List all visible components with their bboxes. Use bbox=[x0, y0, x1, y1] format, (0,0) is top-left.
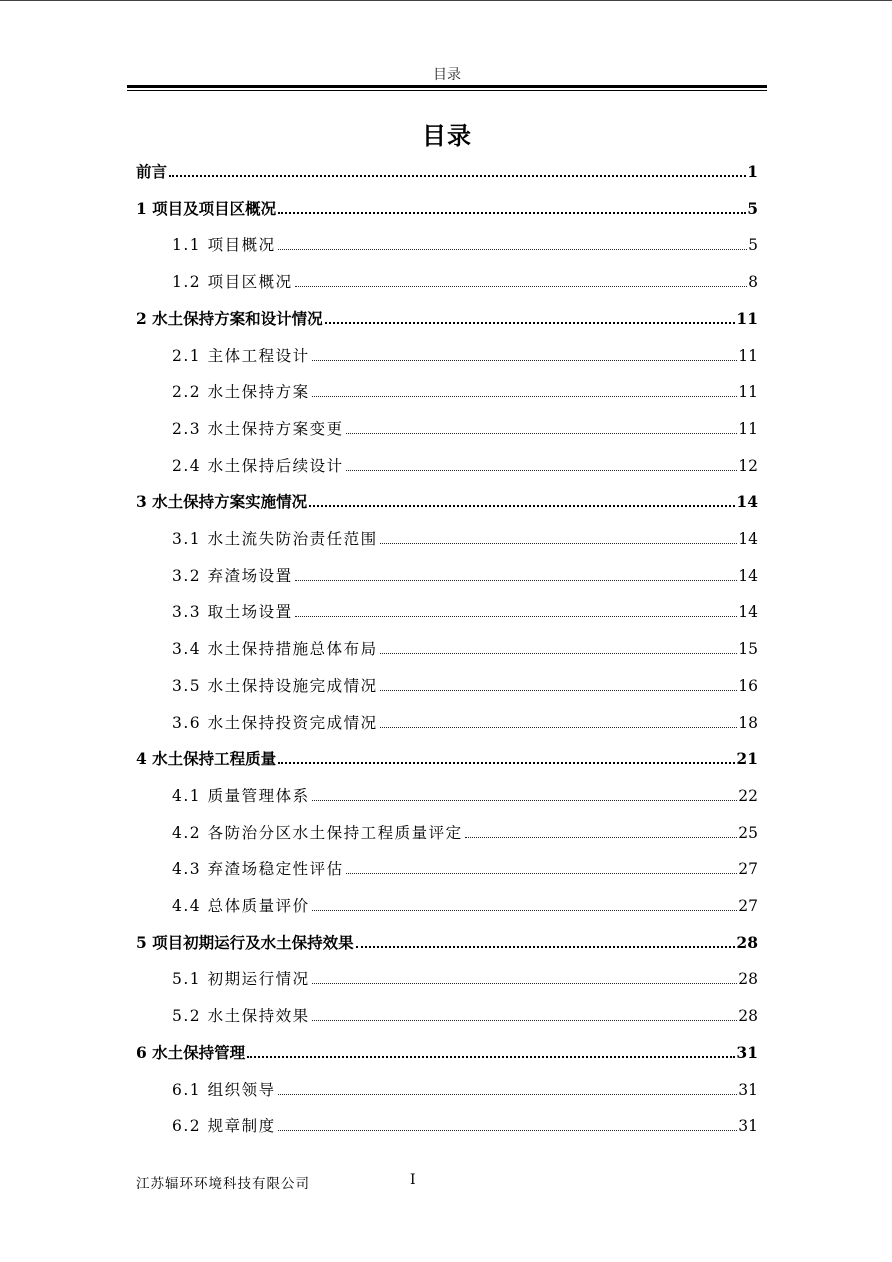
toc-dot-leader bbox=[312, 910, 738, 911]
page-top-border bbox=[0, 0, 892, 1]
toc-entry-section[interactable] bbox=[172, 782, 758, 806]
toc-dot-leader bbox=[312, 360, 738, 361]
toc-entry-label: 6.1 组织领导 bbox=[172, 1080, 276, 1099]
toc-entry-label: 3.6 水土保持投资完成情况 bbox=[172, 713, 378, 732]
toc-dot-leader bbox=[312, 1020, 738, 1021]
toc-entry-section[interactable] bbox=[172, 672, 758, 696]
toc-entry-section[interactable] bbox=[172, 855, 758, 879]
toc-entry-label: 3 水土保持方案实施情况 bbox=[136, 492, 308, 512]
toc-entry-section[interactable] bbox=[172, 635, 758, 659]
toc-dot-leader bbox=[278, 1094, 738, 1095]
toc-entry-page-number: 28 bbox=[738, 970, 758, 989]
header-rule-thin bbox=[127, 90, 767, 91]
toc-entry-section[interactable] bbox=[172, 1112, 758, 1136]
toc-entry-section[interactable] bbox=[172, 1002, 758, 1026]
toc-dot-leader bbox=[278, 1130, 738, 1131]
toc-entry-page-number: 27 bbox=[738, 897, 758, 915]
toc-entry-page-number: 31 bbox=[738, 1080, 758, 1099]
toc-entry-label: 5 项目初期运行及水土保持效果 bbox=[136, 932, 354, 952]
toc-entry-label: 4 水土保持工程质量 bbox=[136, 749, 277, 769]
toc-dot-leader bbox=[312, 396, 738, 397]
toc-entry-label: 1 项目及项目区概况 bbox=[136, 198, 277, 218]
toc-dot-leader bbox=[346, 873, 738, 874]
toc-entry-section[interactable] bbox=[172, 342, 758, 366]
toc-entry-chapter[interactable] bbox=[136, 745, 758, 769]
toc-dot-leader bbox=[380, 727, 738, 728]
toc-entry-page-number: 14 bbox=[738, 566, 758, 585]
toc-entry-section[interactable] bbox=[172, 598, 758, 622]
toc-entry-label: 2 水土保持方案和设计情况 bbox=[136, 308, 323, 328]
toc-dot-leader bbox=[295, 616, 738, 617]
toc-entry-chapter[interactable] bbox=[136, 195, 758, 219]
toc-entry-page-number: 11 bbox=[738, 383, 758, 402]
toc-entry-label: 6 水土保持管理 bbox=[136, 1042, 246, 1062]
toc-entry-section[interactable] bbox=[172, 892, 758, 916]
toc-entry-page-number: 15 bbox=[738, 640, 758, 659]
toc-entry-section[interactable] bbox=[172, 268, 758, 292]
toc-entry-section[interactable] bbox=[172, 231, 758, 255]
toc-entry-page-number: 28 bbox=[736, 932, 758, 952]
toc-dot-leader bbox=[169, 175, 746, 177]
toc-dot-leader bbox=[380, 653, 738, 654]
toc-title: 目录 bbox=[422, 121, 472, 150]
header-rule-thick bbox=[127, 85, 767, 88]
toc-entry-page-number: 18 bbox=[738, 713, 758, 732]
toc-entry-label: 4.2 各防治分区水土保持工程质量评定 bbox=[172, 823, 463, 842]
toc-entry-page-number: 8 bbox=[748, 273, 758, 292]
toc-entry-page-number: 21 bbox=[736, 749, 758, 769]
toc-entry-page-number: 14 bbox=[738, 530, 758, 548]
toc-dot-leader bbox=[295, 580, 738, 581]
toc-dot-leader bbox=[325, 322, 736, 324]
toc-entry-label: 4.1 质量管理体系 bbox=[172, 786, 310, 805]
toc-entry-section[interactable] bbox=[172, 1076, 758, 1100]
toc-entry-page-number: 25 bbox=[738, 823, 758, 842]
toc-entry-page-number: 16 bbox=[738, 676, 758, 695]
toc-entry-chapter[interactable] bbox=[136, 1039, 758, 1063]
toc-entry-label: 3.4 水土保持措施总体布局 bbox=[172, 640, 378, 659]
toc-entry-label: 6.2 规章制度 bbox=[172, 1117, 276, 1136]
toc-dot-leader bbox=[312, 983, 738, 984]
toc-dot-leader bbox=[380, 543, 738, 544]
toc-entry-page-number: 11 bbox=[738, 419, 758, 438]
toc-entry-label: 4.4 总体质量评价 bbox=[172, 897, 310, 915]
toc-dot-leader bbox=[346, 433, 738, 434]
toc-entry-label: 1.1 项目概况 bbox=[172, 236, 276, 255]
toc-dot-leader bbox=[278, 762, 735, 764]
toc-entry-section[interactable] bbox=[172, 525, 758, 549]
toc-entry-page-number: 5 bbox=[748, 236, 758, 255]
toc-entry-page-number: 1 bbox=[747, 162, 758, 181]
toc-entry-page-number: 11 bbox=[738, 346, 758, 365]
toc-entry-label: 2.1 主体工程设计 bbox=[172, 346, 310, 365]
toc-entry-page-number: 31 bbox=[738, 1117, 758, 1136]
toc-entry-label: 3.1 水土流失防治责任范围 bbox=[172, 530, 378, 548]
toc-entry-label: 5.2 水土保持效果 bbox=[172, 1007, 310, 1026]
toc-entry-section[interactable] bbox=[172, 378, 758, 402]
toc-entry-page-number: 14 bbox=[736, 492, 758, 512]
toc-entry-label: 3.3 取土场设置 bbox=[172, 603, 293, 622]
footer-company: 江苏辐环环境科技有限公司 bbox=[136, 1176, 310, 1192]
toc-entry-label: 3.2 弃渣场设置 bbox=[172, 566, 293, 585]
toc-entry-page-number: 5 bbox=[747, 198, 758, 218]
toc-entry-section[interactable] bbox=[172, 965, 758, 989]
toc-entry-chapter[interactable] bbox=[136, 929, 758, 953]
toc-entry-page-number: 14 bbox=[738, 603, 758, 622]
toc-entry-page-number: 27 bbox=[738, 860, 758, 879]
toc-entry-chapter[interactable] bbox=[136, 305, 758, 329]
toc-entry-page-number: 28 bbox=[738, 1007, 758, 1026]
toc-dot-leader bbox=[309, 505, 735, 507]
toc-dot-leader bbox=[295, 286, 748, 287]
toc-entry-label: 4.3 弃渣场稳定性评估 bbox=[172, 860, 344, 879]
toc-dot-leader bbox=[247, 1056, 735, 1058]
toc-entry-label: 3.5 水土保持设施完成情况 bbox=[172, 676, 378, 695]
running-header: 目录 bbox=[433, 67, 461, 83]
toc-dot-leader bbox=[278, 249, 748, 250]
toc-entry-page-number: 11 bbox=[736, 308, 758, 328]
toc-entry-section[interactable] bbox=[172, 709, 758, 733]
toc-entry-label: 2.4 水土保持后续设计 bbox=[172, 456, 344, 475]
toc-dot-leader bbox=[380, 690, 738, 691]
toc-entry-chapter[interactable] bbox=[136, 158, 758, 182]
toc-entry-section[interactable] bbox=[172, 452, 758, 476]
toc-entry-label: 2.3 水土保持方案变更 bbox=[172, 419, 344, 438]
toc-dot-leader bbox=[356, 946, 736, 948]
toc-entry-page-number: 12 bbox=[738, 456, 758, 475]
toc-entry-section[interactable] bbox=[172, 562, 758, 586]
toc-dot-leader bbox=[465, 837, 738, 838]
toc-entry-section[interactable] bbox=[172, 819, 758, 843]
toc-dot-leader bbox=[346, 470, 738, 471]
toc-dot-leader bbox=[278, 212, 746, 214]
toc-entry-label: 前言 bbox=[136, 162, 168, 181]
toc-entry-page-number: 22 bbox=[738, 786, 758, 805]
toc-entry-section[interactable] bbox=[172, 415, 758, 439]
footer-page-number: I bbox=[410, 1172, 416, 1188]
toc-entry-label: 1.2 项目区概况 bbox=[172, 273, 293, 292]
toc-entry-label: 5.1 初期运行情况 bbox=[172, 970, 310, 989]
toc-entry-chapter[interactable] bbox=[136, 488, 758, 512]
toc-dot-leader bbox=[312, 800, 738, 801]
toc-entry-page-number: 31 bbox=[736, 1042, 758, 1062]
toc-entry-label: 2.2 水土保持方案 bbox=[172, 383, 310, 402]
